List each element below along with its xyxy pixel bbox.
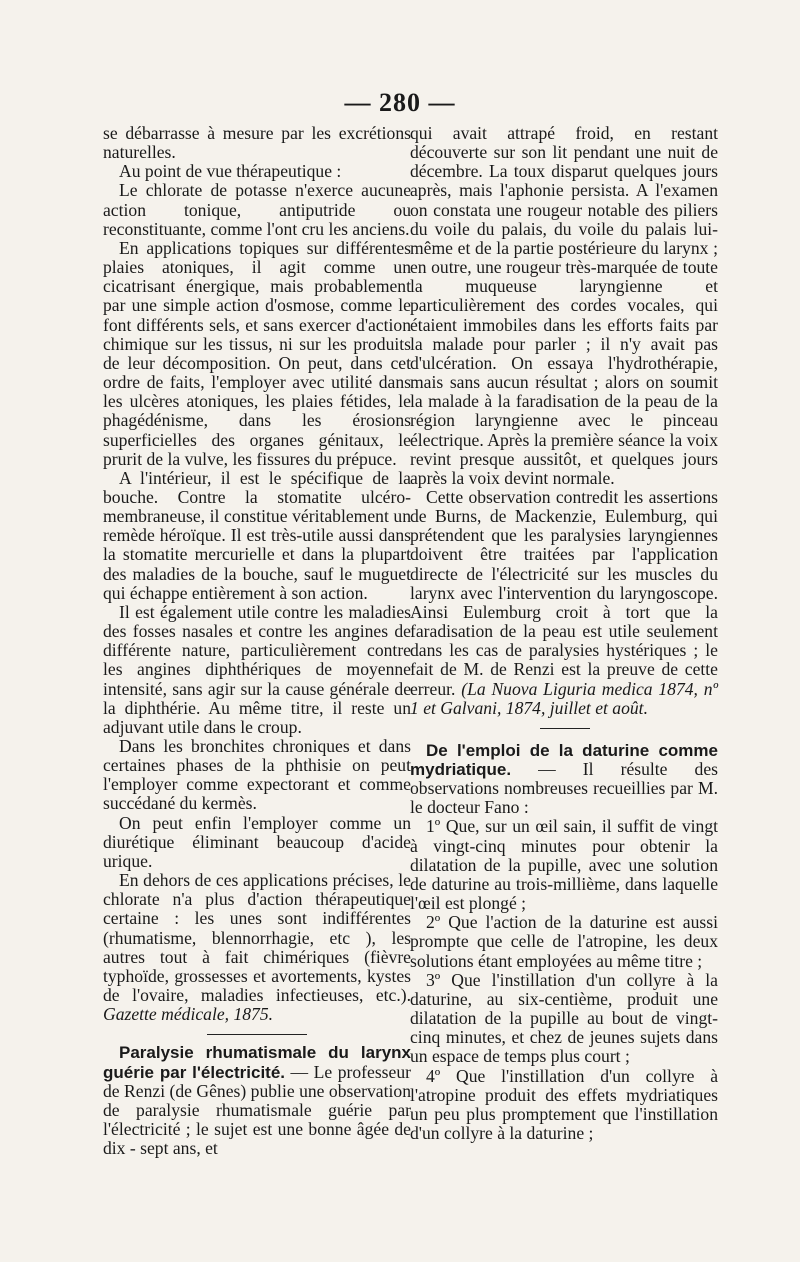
list-item: 2º Que l'action de la daturine est aussi prompte que celle de l'atropine, les deux solutions étant employées au même titre ; (410, 912, 718, 971)
paragraph (410, 488, 718, 718)
article-block (410, 741, 718, 818)
section-divider (540, 728, 590, 729)
paragraph-text: En dehors de ces applications précises, le chlorate n'a plus d'action thérapeutique certaine : les unes sont indifférentes (rhumatisme, blennorrhagie, etc ), les autres tout à fait chimériques (fièvre typhoïde, grossesses et avortements, kystes de l'ovaire, maladies infectieuses, etc.). (103, 870, 411, 1006)
list-item: 4º Que l'instillation d'un collyre à l'atropine produit des effets mydriatiques un peu plus promptement que l'instillation d'un collyre à la daturine ; (410, 1065, 718, 1143)
source-citation: (La Nuova Liguria medica 1874, nº 1 et Galvani, 1874, juillet et août. (410, 678, 718, 718)
paragraph: Le chlorate de potasse n'exerce aucune action tonique, antiputride ou reconstituante, comme l'ont cru les anciens. (103, 180, 411, 239)
paragraph: qui avait attrapé froid, en restant découverte sur son lit pendant une nuit de décembre. La toux disparut quelques jours après, mais l'aphonie persista. A l'examen on constata une rougeur notable des piliers du voile du palais, du voile du palais lui-même et de la partie postérieure du larynx ; en outre, une rougeur très-marquée de toute la muqueuse laryngienne et particulièrement des cordes vocales, qui étaient immobiles dans les efforts faits par la malade pour parler ; il n'y avait pas d'ulcération. On essaya l'hydrothérapie, mais sans aucun résultat ; alors on soumit la malade à la faradisation de la peau de la région laryngienne avec le pinceau électrique. Après la première séance la voix revint presque aussitôt, et quelques jours après la voix devint normale. (410, 123, 718, 488)
paragraph (103, 871, 411, 1024)
list-item: 3º Que l'instillation d'un collyre à la daturine, au six-centième, produit une dilatation de la pupille au bout de vingt-cinq minutes, et chez de jeunes sujets dans un espace de temps plus court ; (410, 969, 718, 1067)
source-citation: Gazette médicale, 1875. (103, 1004, 274, 1025)
paragraph: Dans les bronchites chroniques et dans certaines phases de la phthisie on peut l'employer comme expectorant et comme succédané du kermès. (103, 736, 411, 814)
paragraph: se débarrasse à mesure par les excrétions naturelles. (103, 123, 411, 163)
section-title: Paralysie rhumatismale du larynx guérie par l'électricité. (103, 1043, 411, 1082)
list-item: 1º Que, sur un œil sain, il suffit de vingt à vingt-cinq minutes pour obtenir la dilatation de la pupille, avec une solution de daturine au trois-millième, dans laquelle l'œil est plongé ; (410, 816, 718, 914)
paragraph: Au point de vue thérapeutique : (119, 161, 342, 182)
article-block (103, 1043, 411, 1158)
paragraph: A l'intérieur, il est le spécifique de la bouche. Contre la stomatite ulcéro-membraneuse, il constitue véritablement un remède héroïque. Il est très-utile aussi dans la stomatite mercurielle et dans la plupart des maladies de la bouche, sauf le muguet qui échappe entièrement à son action. (103, 467, 411, 603)
section-title: De l'emploi de la daturine comme mydriatique. (410, 740, 718, 779)
left-column (103, 124, 411, 1158)
paragraph-text: Cette observation contredit les assertions de Burns, de Mackenzie, Eulemburg, qui prétendent que les paralysies laryngiennes doivent être traitées par l'application directe de l'électricité sur les muscles du larynx avec l'intervention du laryngoscope. Ainsi Eulemburg croit à tort que la faradisation de la peau est utile seulement dans les cas de paralysies hystériques ; le fait de M. de Renzi est la preuve de cette erreur. (410, 486, 718, 699)
paragraph-text: — Il résulte des observations nombreuses recueillies par M. le docteur Fano : (410, 759, 718, 818)
paragraph-text: — Le professeur de Renzi (de Gênes) publie une observation de paralysie rhumatismale guérie par l'électricité ; le sujet est une bonne âgée de dix - sept ans, et (103, 1061, 411, 1159)
section-divider (207, 1034, 307, 1035)
page-number: — 280 — (344, 88, 456, 117)
paragraph: Il est également utile contre les maladies des fosses nasales et contre les angines de différente nature, particulièrement contre les angines diphthériques de moyenne intensité, sans agir sur la cause générale de la diphthérie. Au même titre, il reste un adjuvant utile dans le croup. (103, 601, 411, 737)
paragraph: En applications topiques sur différentes plaies atoniques, il agit comme un cicatrisant énergique, mais probablement par une simple action d'osmose, comme le font différents sels, et sans exercer d'action chimique sur les tissus, ni sur les produits de leur décomposition. On peut, dans cet ordre de faits, l'employer avec utilité dans les ulcères atoniques, les plaies fétides, le phagédénisme, dans les érosions superficielles des organes génitaux, le prurit de la vulve, les fissures du prépuce. (103, 237, 411, 469)
right-column (410, 124, 718, 1143)
paragraph: On peut enfin l'employer comme un diurétique éliminant beaucoup d'acide urique. (103, 812, 411, 871)
